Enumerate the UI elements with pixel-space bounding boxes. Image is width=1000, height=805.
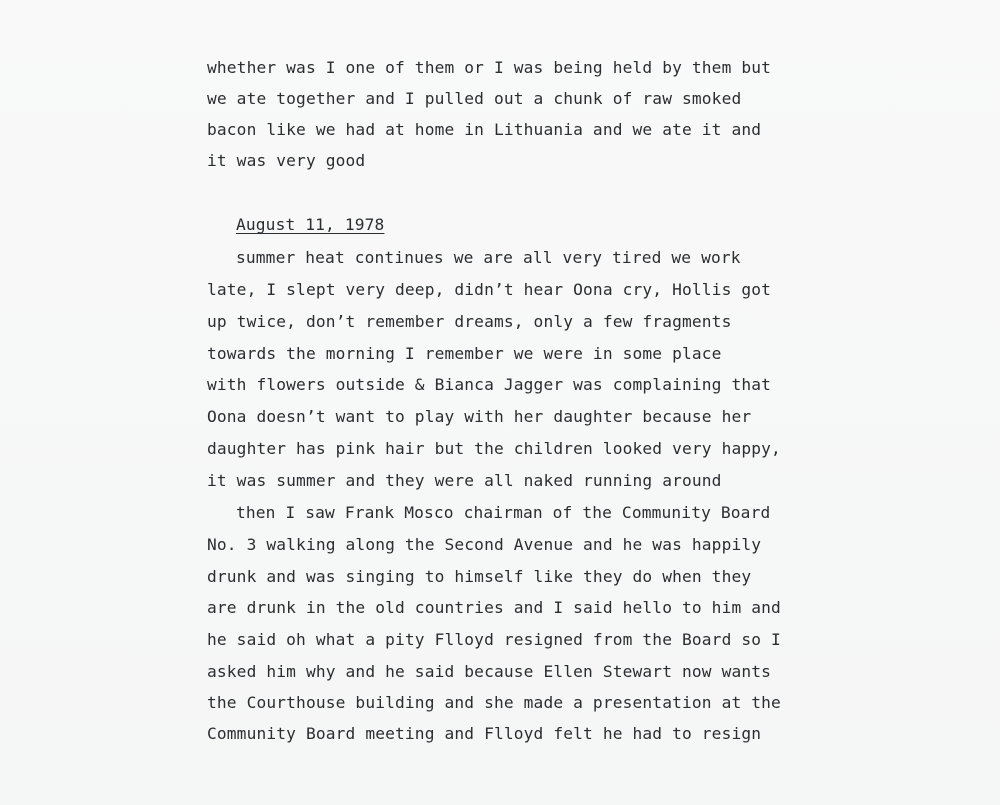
text-line: he said oh what a pity Flloyd resigned from the Board so I bbox=[207, 630, 781, 649]
text-line: Oona doesn’t want to play with her daughter because her bbox=[207, 407, 752, 426]
text-line: summer heat continues we are all very tired we work bbox=[236, 248, 741, 267]
text-line: towards the morning I remember we were in some place bbox=[207, 344, 722, 363]
text-line: we ate together and I pulled out a chunk of raw smoked bbox=[207, 89, 742, 108]
text-line: it was summer and they were all naked running around bbox=[207, 471, 722, 490]
text-line: late, I slept very deep, didn’t hear Oona cry, Hollis got bbox=[207, 280, 772, 299]
text-line: up twice, don’t remember dreams, only a few fragments bbox=[207, 312, 732, 331]
text-line: daughter has pink hair but the children looked very happy, bbox=[207, 439, 781, 458]
text-line: whether was I one of them or I was being held by them but bbox=[207, 58, 772, 77]
text-line: with flowers outside & Bianca Jagger was complaining that bbox=[207, 375, 772, 394]
text-line: the Courthouse building and she made a presentation at the bbox=[207, 693, 781, 712]
text-line: bacon like we had at home in Lithuania and we ate it and bbox=[207, 120, 762, 139]
text-line: asked him why and he said because Ellen Stewart now wants bbox=[207, 662, 772, 681]
text-line: drunk and was singing to himself like they do when they bbox=[207, 567, 752, 586]
text-line: it was very good bbox=[207, 151, 366, 170]
text-line: then I saw Frank Mosco chairman of the Community Board bbox=[236, 503, 771, 522]
entry-date-heading: August 11, 1978 bbox=[236, 215, 385, 234]
text-line: are drunk in the old countries and I said hello to him and bbox=[207, 598, 781, 617]
text-line: Community Board meeting and Flloyd felt he had to resign bbox=[207, 724, 762, 743]
text-line: No. 3 walking along the Second Avenue and he was happily bbox=[207, 535, 762, 554]
